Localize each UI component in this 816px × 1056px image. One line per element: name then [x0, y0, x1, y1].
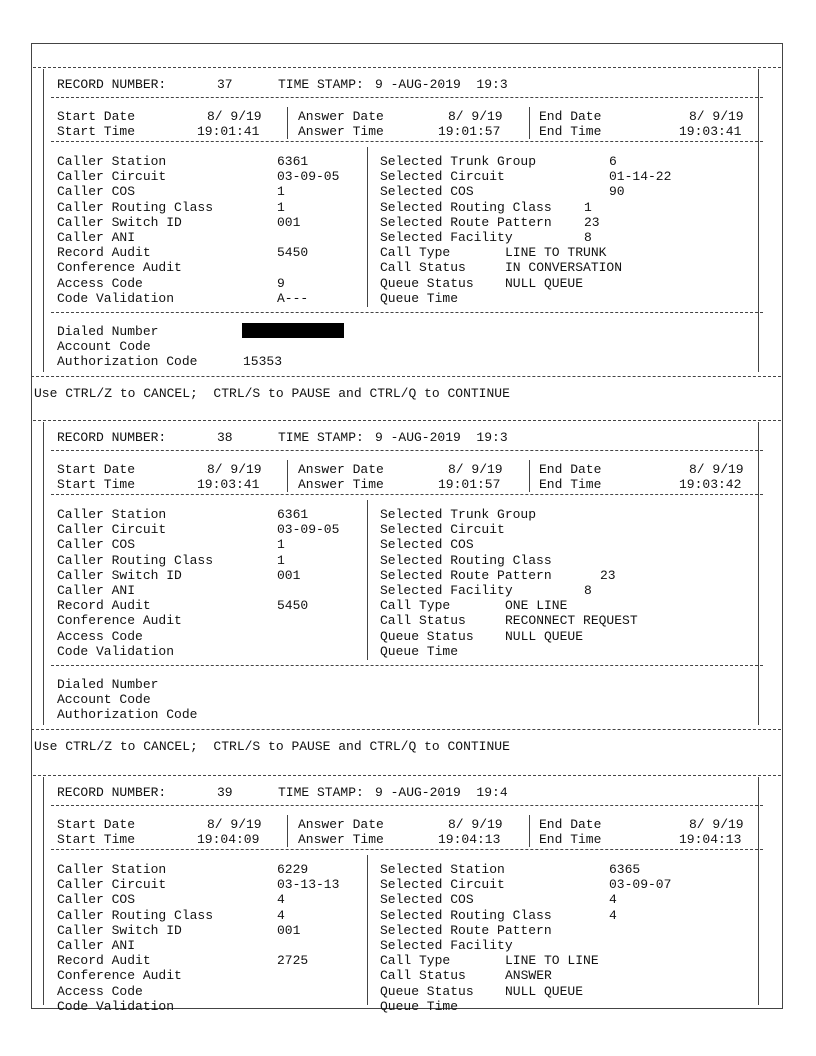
end-date: 8/ 9/19 — [689, 817, 744, 832]
answer-date-label: Answer Date — [298, 109, 384, 124]
record-number: 37 — [217, 77, 233, 92]
field-row: Caller Routing Class 1 — [57, 552, 285, 568]
field-row: Caller ANI — [57, 230, 136, 246]
dialed-number-label: Dialed Number — [57, 324, 159, 339]
field-row: Selected Trunk Group — [380, 507, 537, 522]
end-time-label: End Time — [539, 477, 602, 492]
field-row: Selected Routing Class — [380, 552, 552, 568]
end-date: 8/ 9/19 — [689, 462, 744, 477]
field-row: Queue Status NULL QUEUE — [380, 983, 584, 999]
answer-date-label: Answer Date — [298, 817, 384, 832]
field-row: Selected Routing Class 4 — [380, 907, 617, 923]
start-time-label: Start Time — [57, 832, 136, 847]
redaction-bar — [242, 323, 344, 338]
field-row: Queue Status NULL QUEUE — [380, 275, 584, 291]
end-date-label: End Date — [539, 817, 602, 832]
answer-date: 8/ 9/19 — [448, 462, 503, 477]
field-row: Selected Facility — [380, 938, 513, 954]
field-row: Caller COS 1 — [57, 537, 285, 553]
field-row: Code Validation — [57, 998, 175, 1014]
field-row: Queue Status NULL QUEUE — [380, 628, 584, 644]
record-label: RECORD NUMBER: — [57, 785, 167, 800]
field-row: Code Validation A--- — [57, 290, 309, 306]
timestamp: 9 -AUG-2019 19:3 — [375, 430, 508, 445]
field-row: Caller Circuit 03-13-13 — [57, 877, 340, 893]
field-row: Conference Audit — [57, 968, 182, 984]
field-row: Selected Route Pattern — [380, 922, 552, 938]
account-code-label: Account Code — [57, 692, 151, 707]
control-hint: Use CTRL/Z to CANCEL; CTRL/S to PAUSE and CTRL/Q to CONTINUE — [34, 386, 510, 401]
account-code-label: Account Code — [57, 339, 151, 354]
end-time: 19:03:42 — [679, 477, 742, 492]
record-label: RECORD NUMBER: — [57, 430, 167, 445]
field-row: Selected COS 4 — [380, 892, 617, 908]
field-row: Access Code — [57, 628, 143, 644]
field-row: Selected Route Pattern 23 — [380, 567, 616, 583]
start-time: 19:04:09 — [197, 832, 260, 847]
end-date-label: End Date — [539, 462, 602, 477]
answer-time-label: Answer Time — [298, 124, 384, 139]
field-row: Selected Circuit 01-14-22 — [380, 169, 672, 185]
start-date: 8/ 9/19 — [207, 109, 262, 124]
timestamp-label: TIME STAMP: — [278, 430, 364, 445]
record-number: 38 — [217, 430, 233, 445]
answer-time-label: Answer Time — [298, 477, 384, 492]
field-row: Caller COS 4 — [57, 892, 285, 908]
end-date-label: End Date — [539, 109, 602, 124]
field-row: Caller Switch ID 001 — [57, 214, 301, 230]
timestamp: 9 -AUG-2019 19:4 — [375, 785, 508, 800]
record-label: RECORD NUMBER: — [57, 77, 167, 92]
field-row: Selected Routing Class 1 — [380, 199, 592, 215]
start-time: 19:01:41 — [197, 124, 260, 139]
start-time-label: Start Time — [57, 477, 136, 492]
field-row: Queue Time — [380, 290, 459, 306]
answer-time: 19:01:57 — [438, 477, 501, 492]
field-row: Record Audit 2725 — [57, 953, 309, 969]
start-date: 8/ 9/19 — [207, 817, 262, 832]
end-time: 19:03:41 — [679, 124, 742, 139]
record-block — [31, 67, 783, 372]
start-time: 19:03:41 — [197, 477, 260, 492]
field-row: Caller Routing Class 1 — [57, 199, 285, 215]
start-date: 8/ 9/19 — [207, 462, 262, 477]
field-row: Selected Circuit 03-09-07 — [380, 877, 672, 893]
record-number: 39 — [217, 785, 233, 800]
start-date-label: Start Date — [57, 462, 136, 477]
answer-date-label: Answer Date — [298, 462, 384, 477]
end-time-label: End Time — [539, 124, 602, 139]
field-row: Call Type LINE TO TRUNK — [380, 245, 607, 261]
field-row: Access Code 9 — [57, 275, 285, 291]
control-hint: Use CTRL/Z to CANCEL; CTRL/S to PAUSE and CTRL/Q to CONTINUE — [34, 739, 510, 754]
field-row: Conference Audit — [57, 613, 182, 629]
timestamp: 9 -AUG-2019 19:3 — [375, 77, 508, 92]
authorization-code-value: 15353 — [243, 354, 283, 369]
field-row: Selected Circuit — [380, 522, 505, 538]
field-row: Caller Station 6361 — [57, 154, 309, 169]
field-row: Caller COS 1 — [57, 184, 285, 200]
caller-fields — [57, 862, 340, 1014]
field-row: Record Audit 5450 — [57, 245, 309, 261]
timestamp-label: TIME STAMP: — [278, 77, 364, 92]
answer-time-label: Answer Time — [298, 832, 384, 847]
field-row: Call Type ONE LINE — [380, 598, 568, 614]
field-row: Call Status ANSWER — [380, 968, 552, 984]
record-block — [31, 775, 783, 1014]
field-row: Selected Trunk Group 6 — [380, 154, 617, 169]
field-row: Caller ANI — [57, 938, 136, 954]
record-block — [31, 420, 783, 725]
field-row: Call Status RECONNECT REQUEST — [380, 613, 638, 629]
end-time-label: End Time — [539, 832, 602, 847]
divider — [31, 729, 783, 730]
field-row: Selected COS — [380, 537, 474, 553]
field-row: Caller Circuit 03-09-05 — [57, 522, 340, 538]
start-time-label: Start Time — [57, 124, 136, 139]
field-row: Caller Routing Class 4 — [57, 907, 285, 923]
field-row: Caller ANI — [57, 583, 136, 599]
field-row: Conference Audit — [57, 260, 182, 276]
field-row: Selected Route Pattern 23 — [380, 214, 600, 230]
field-row: Call Type LINE TO LINE — [380, 953, 599, 969]
authorization-code-label: Authorization Code — [57, 354, 198, 369]
start-date-label: Start Date — [57, 817, 136, 832]
timestamp-label: TIME STAMP: — [278, 785, 364, 800]
field-row: Queue Time — [380, 998, 459, 1014]
field-row: Caller Station 6361 — [57, 507, 309, 522]
selected-fields — [380, 507, 638, 659]
authorization-code-label: Authorization Code — [57, 707, 198, 722]
field-row: Caller Station 6229 — [57, 862, 309, 877]
start-date-label: Start Date — [57, 109, 136, 124]
dialed-number-label: Dialed Number — [57, 677, 159, 692]
field-row: Call Status IN CONVERSATION — [380, 260, 623, 276]
caller-fields — [57, 154, 340, 306]
field-row: Selected Facility 8 — [380, 230, 592, 246]
answer-time: 19:04:13 — [438, 832, 501, 847]
field-row: Record Audit 5450 — [57, 598, 309, 614]
field-row: Caller Switch ID 001 — [57, 922, 301, 938]
field-row: Selected Facility 8 — [380, 583, 592, 599]
end-time: 19:04:13 — [679, 832, 742, 847]
field-row: Caller Circuit 03-09-05 — [57, 169, 340, 185]
selected-fields — [380, 862, 672, 1014]
field-row: Selected Station 6365 — [380, 862, 641, 877]
divider — [31, 376, 783, 377]
caller-fields — [57, 507, 340, 659]
field-row: Queue Time — [380, 643, 459, 659]
field-row: Caller Switch ID 001 — [57, 567, 301, 583]
selected-fields — [380, 154, 672, 306]
answer-date: 8/ 9/19 — [448, 109, 503, 124]
answer-time: 19:01:57 — [438, 124, 501, 139]
answer-date: 8/ 9/19 — [448, 817, 503, 832]
field-row: Access Code — [57, 983, 143, 999]
end-date: 8/ 9/19 — [689, 109, 744, 124]
field-row: Selected COS 90 — [380, 184, 625, 200]
field-row: Code Validation — [57, 643, 175, 659]
